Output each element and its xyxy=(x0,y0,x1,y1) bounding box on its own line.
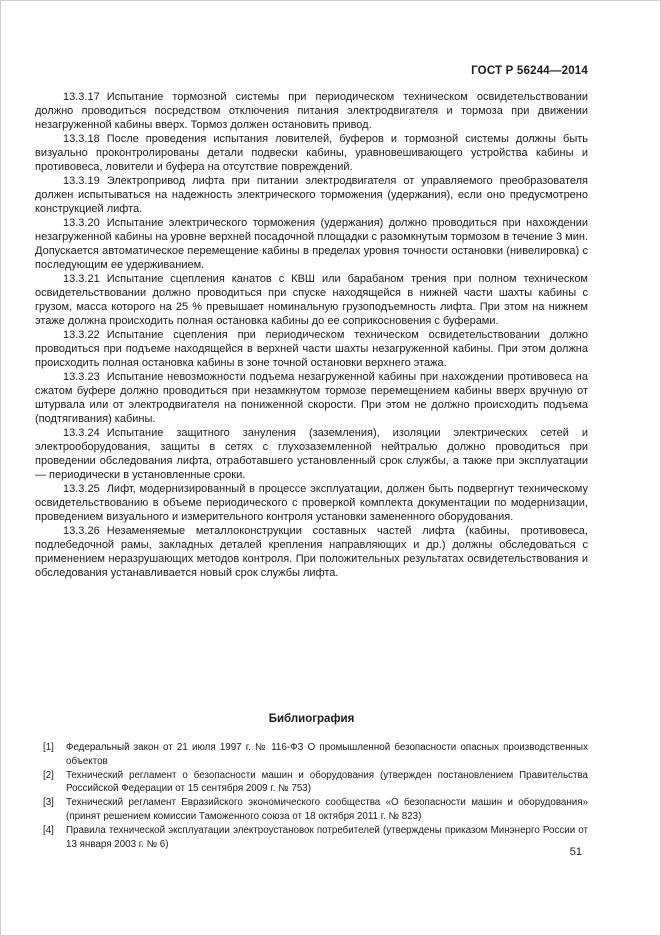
clause-text: После проведения испытания ловителей, буферов и тормозной системы должны быть визуально проконтролированы детали подвески кабины, уравновешивающего устройства кабины и противовеса, ловители и буфера на отсутствие повреждений. xyxy=(35,133,588,173)
reference-label: [2] xyxy=(43,769,54,781)
standard-designation: ГОСТ Р 56244—2014 xyxy=(471,65,588,77)
reference-text: Федеральный закон от 21 июля 1997 г. № 116-ФЗ О промышленной безопасности опасных производственных объектов xyxy=(66,742,588,767)
para-13-3-23 xyxy=(35,370,588,426)
clause-number: 13.3.26 xyxy=(63,525,100,537)
reference-text: Технический регламент о безопасности машин и оборудования (утвержден постановлением Правительства Российской Федерации от 15 сентября 2009 г. № 753) xyxy=(66,769,588,795)
para-13-3-19 xyxy=(35,174,588,216)
para-13-3-18 xyxy=(35,132,588,174)
clause-number: 13.3.17 xyxy=(63,91,100,103)
clause-number: 13.3.21 xyxy=(63,273,100,285)
reference-label: [4] xyxy=(43,824,54,836)
clause-number: 13.3.22 xyxy=(63,329,100,341)
clause-number: 13.3.19 xyxy=(63,175,100,187)
para-13-3-21 xyxy=(35,272,588,328)
clause-number: 13.3.24 xyxy=(63,427,100,439)
bibliography-item xyxy=(35,796,588,824)
reference-text: Технический регламент Евразийского экономического сообщества «О безопасности машин и оборудования» (принят решением комиссии Таможенного союза от 18 октября 2011 г. № 823) xyxy=(66,797,588,822)
reference-label: [3] xyxy=(43,797,54,809)
clause-number: 13.3.18 xyxy=(63,133,100,145)
clause-text: Испытание тормозной системы при периодическом техническом освидетельствовании должно проводиться посредством отключения питания электродвигателя и тормоза при движении незагруженной кабины вверх. Тормоз должен остановить привод. xyxy=(35,91,588,131)
clause-text: Испытание электрического торможения (удержания) должно проводиться при нахождении незагруженной кабины на уровне верхней посадочной площадки с разомкнутым тормозом в течение 3 мин. Допускается автоматическое перемещение кабины в пределах уровня точности остановки (нивелировка) с последующим ее удерживанием. xyxy=(35,217,588,271)
clause-number: 13.3.23 xyxy=(63,371,100,383)
para-13-3-24 xyxy=(35,426,588,482)
page-header xyxy=(35,65,588,77)
para-13-3-17 xyxy=(35,90,588,132)
para-13-3-26 xyxy=(35,524,588,580)
main-text xyxy=(35,90,588,580)
clause-text: Незаменяемые металлоконструкции составных частей лифта (кабины, противовеса, подлебедочной рамы, закладных деталей крепления направляющих и др.) должны обследоваться с применением неразрушающих методов контроля. При положительных результатах освидетельствования и обследования устанавливается новый срок службы лифта. xyxy=(35,525,588,579)
para-13-3-22 xyxy=(35,328,588,370)
clause-text: Лифт, модернизированный в процессе эксплуатации, должен быть подвергнут техническому освидетельствованию в объеме периодического с проверкой комплекта документации по модернизации, проведением визуального и измерительного контроля установки замененного оборудования. xyxy=(35,483,588,523)
clause-text: Испытание защитного зануления (заземления), изоляции электрических сетей и электрооборудования, защиты в сетях с глухозаземленной нейтралью должно проводиться при проведении обследования лифта, отработавшего установленный срок службы, а также при эксплуатации — периодически в установленные сроки. xyxy=(35,427,588,481)
bibliography-section xyxy=(35,713,588,851)
reference-text: Правила технической эксплуатации электроустановок потребителей (утверждены приказом Минэнерго России от 13 января 2003 г. № 6) xyxy=(66,824,588,850)
clause-text: Испытание сцепления при периодическом техническом освидетельствовании должно проводиться при подъеме находящейся в верхней части шахты незагруженной кабины. При этом должна происходить полная остановка кабины в зоне точной остановки верхнего этажа. xyxy=(35,329,588,369)
reference-label: [1] xyxy=(43,742,54,753)
clause-text: Электропривод лифта при питании электродвигателя от управляемого преобразователя должен испытываться на надежность электрического торможения (удержания), если оно предусмотрено конструкцией лифта. xyxy=(35,175,588,215)
bibliography-item xyxy=(35,769,588,797)
clause-text: Испытание сцепления канатов с КВШ или барабаном трения при полном техническом освидетельствовании должно проводиться при спуске находящейся в нижней части шахты кабины с грузом, масса которого на 25 % превышает номинальную грузоподъемность лифта. При этом на нижнем этаже должна происходить полная остановка кабины до ее соприкосновения с буферами. xyxy=(35,273,588,327)
para-13-3-20 xyxy=(35,216,588,272)
bibliography-item xyxy=(35,741,588,769)
para-13-3-25 xyxy=(35,482,588,524)
clause-number: 13.3.25 xyxy=(63,483,100,495)
clause-number: 13.3.20 xyxy=(63,217,100,229)
bibliography-title: Библиография xyxy=(268,713,355,725)
clause-text: Испытание невозможности подъема незагруженной кабины при нахождении противовеса на сжатом буфере должно проводиться при незамкнутом тормозе перемещением кабины вверх вручную от штурвала или от электродвигателя на пониженной скорости. При этом не должно происходить подъема (подтягивания) кабины. xyxy=(35,371,588,425)
page-number: 51 xyxy=(569,846,582,858)
